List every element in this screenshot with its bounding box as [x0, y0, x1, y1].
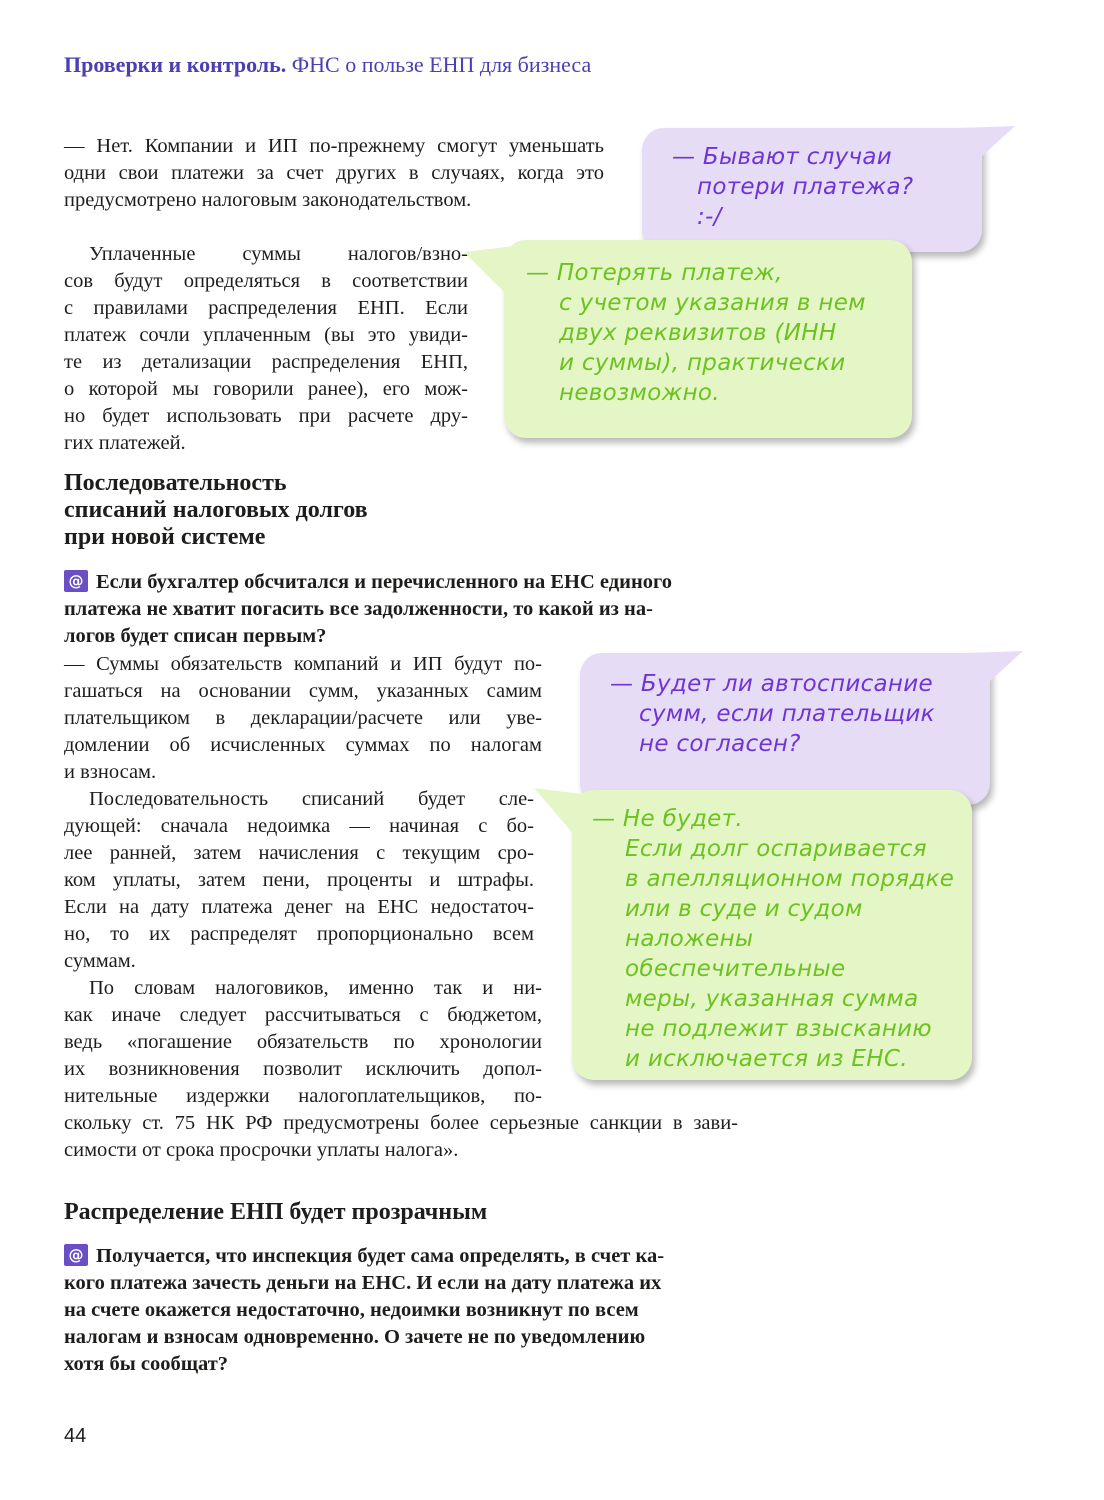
header-section: Проверки и контроль. — [64, 52, 287, 77]
text-line: гих платежей. — [64, 432, 186, 454]
question-line: налогам и взносам одновременно. О зачете не по уведомлению — [64, 1326, 646, 1348]
bubble-line: меры, указанная сумма — [625, 986, 919, 1012]
text-line: и взносам. — [64, 761, 157, 783]
intro-answer — [64, 133, 604, 214]
section-heading-2: Распределение ЕНП будет прозрачным — [64, 1199, 488, 1225]
question-line: хотя бы сообщат? — [64, 1353, 229, 1375]
bubble-line: или в суде и судом — [625, 896, 863, 922]
bubble-line: :-/ — [697, 204, 722, 230]
bubble-line: — Потерять платеж, — [526, 260, 783, 286]
bubble-line: — Бывают случаи — [672, 144, 893, 170]
bubble-text — [610, 669, 935, 759]
speech-bubble-answer-2 — [572, 790, 972, 1080]
text-line: платеж сочли уплаченным (вы это увиди- — [64, 324, 468, 346]
heading-line: Последовательность — [64, 470, 287, 496]
text-line: ведь «погашение обязательств по хронологии — [64, 1031, 542, 1053]
paragraph-quote-continued — [64, 1110, 738, 1164]
text-line: но будет использовать при расчете дру- — [64, 405, 468, 427]
bubble-tail — [464, 246, 514, 306]
bubble-line: сумм, если плательщик — [639, 701, 935, 727]
heading-line: при новой системе — [64, 524, 266, 550]
text-line: Последовательность списаний будет сле- — [89, 788, 534, 810]
text-line: — Суммы обязательств компаний и ИП будут по- — [64, 653, 542, 675]
text-line: ком уплаты, затем пени, проценты и штрафы. — [64, 869, 534, 891]
text-line: суммам. — [64, 950, 136, 972]
question-1 — [64, 569, 738, 650]
text-line: плательщиком в декларации/расчете или уве- — [64, 707, 542, 729]
bubble-line: наложены обеспечительные — [625, 926, 846, 982]
bubble-line: невозможно. — [559, 380, 720, 406]
text-line: дующей: сначала недоимка — начиная с бо- — [64, 815, 534, 837]
text-line: Уплаченные суммы налогов/взно- — [89, 243, 468, 265]
bubble-line: двух реквизитов (ИНН — [559, 320, 837, 346]
question-2 — [64, 1243, 738, 1378]
at-marker-icon: @ — [64, 1244, 88, 1266]
text-line: По словам налоговиков, именно так и ни- — [89, 977, 542, 999]
text-line: лее ранней, затем начисления с текущим сро- — [64, 842, 534, 864]
text-line: как иначе следует рассчитываться с бюджетом, — [64, 1004, 542, 1026]
question-line: платежа не хватит погасить все задолженности, то какой из на- — [64, 598, 653, 620]
bubble-line: и исключается из ЕНС. — [625, 1046, 908, 1072]
text-line: одни свои платежи за счет других в случаях, когда это — [64, 162, 604, 184]
bubble-text — [592, 804, 972, 1074]
text-line: Если на дату платежа денег на ЕНС недостаточ- — [64, 896, 534, 918]
bubble-tail — [534, 788, 584, 848]
text-line: скольку ст. 75 НК РФ предусмотрены более серьезные санкции в зави- — [64, 1112, 738, 1134]
text-line: но, то их распределят пропорционально всем — [64, 923, 534, 945]
speech-bubble-question-2 — [580, 653, 990, 805]
text-line: — Нет. Компании и ИП по-прежнему смогут уменьшать — [64, 135, 604, 157]
text-line: нительные издержки налогоплательщиков, по- — [64, 1085, 542, 1107]
bubble-tail — [957, 126, 1017, 166]
bubble-line: — Будет ли автосписание — [610, 671, 933, 697]
bubble-line: не согласен? — [639, 731, 801, 757]
paragraph-sequence — [64, 786, 534, 975]
page-number: 44 — [64, 1425, 87, 1447]
text-line: домлении об исчисленных суммах по налогам — [64, 734, 542, 756]
text-line: о которой мы говорили ранее), его мож- — [64, 378, 468, 400]
bubble-line: и суммы), практически — [559, 350, 846, 376]
question-line: кого платежа зачесть деньги на ЕНС. И если на дату платежа их — [64, 1272, 662, 1294]
question-line: на счете окажется недостаточно, недоимки возникнут по всем — [64, 1299, 639, 1321]
bubble-text — [526, 258, 866, 408]
question-line: Получается, что инспекция будет сама определять, в счет ка- — [96, 1245, 665, 1267]
bubble-text — [672, 142, 913, 232]
answer-1 — [64, 651, 542, 786]
question-line: логов будет списан первым? — [64, 625, 327, 647]
text-line: сов будут определяться в соответствии — [64, 270, 468, 292]
question-line: Если бухгалтер обсчитался и перечисленного на ЕНС единого — [96, 571, 673, 593]
text-line: те из детализации распределения ЕНП, — [64, 351, 468, 373]
bubble-line: с учетом указания в нем — [559, 290, 866, 316]
bubble-tail — [965, 651, 1025, 691]
bubble-line: в апелляционном порядке — [625, 866, 955, 892]
bubble-line: потери платежа? — [697, 174, 914, 200]
paragraph-quote — [64, 975, 542, 1110]
header-subtitle: ФНС о пользе ЕНП для бизнеса — [291, 52, 592, 77]
running-header — [64, 52, 591, 78]
bubble-line: — Не будет. — [592, 806, 743, 832]
bubble-line: не подлежит взысканию — [625, 1016, 932, 1042]
speech-bubble-answer-1 — [504, 240, 912, 438]
text-line: с правилами распределения ЕНП. Если — [64, 297, 468, 319]
text-line: симости от срока просрочки уплаты налога». — [64, 1139, 459, 1161]
at-marker-icon: @ — [64, 570, 88, 592]
heading-line: списаний налоговых долгов — [64, 497, 368, 523]
speech-bubble-question-1 — [642, 128, 982, 252]
section-heading-1 — [64, 470, 368, 551]
text-line: гашаться на основании сумм, указанных самим — [64, 680, 542, 702]
bubble-line: Если долг оспаривается — [625, 836, 927, 862]
intro-paragraph — [64, 241, 468, 457]
text-line: их возникновения позволит исключить допол- — [64, 1058, 542, 1080]
text-line: предусмотрено налоговым законодательством. — [64, 189, 472, 211]
